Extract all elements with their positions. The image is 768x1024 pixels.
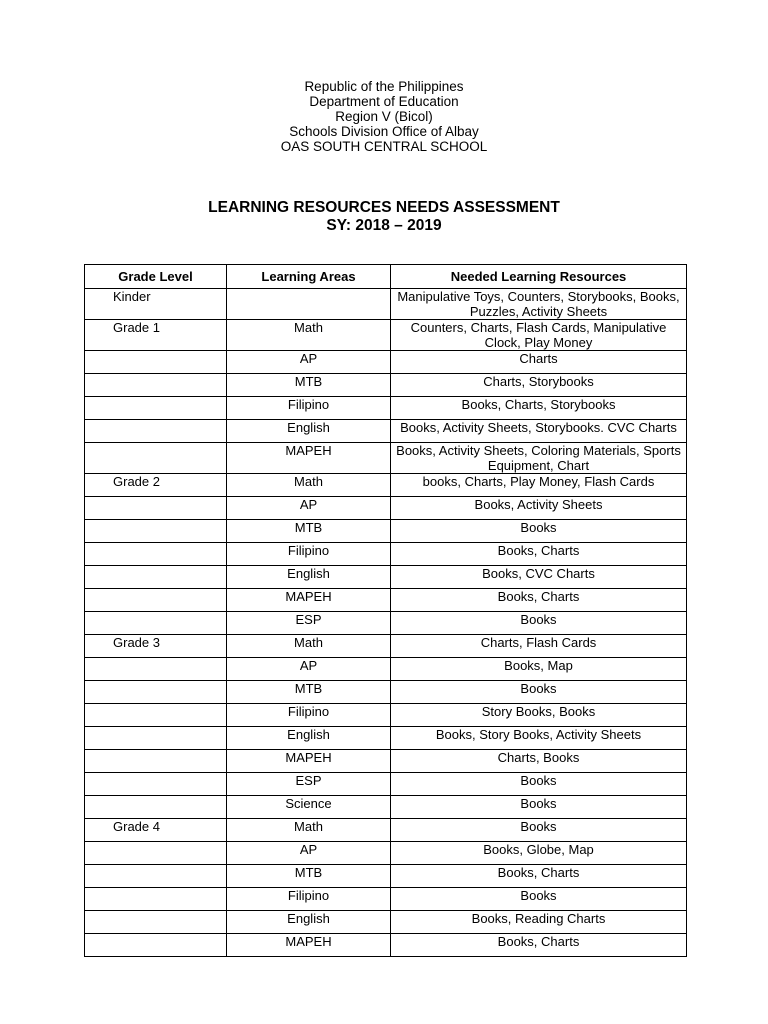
title-block (0, 199, 768, 235)
needed-resources-cell: Manipulative Toys, Counters, Storybooks, Books, Puzzles, Activity Sheets (391, 289, 687, 320)
learning-area-cell: MTB (227, 374, 391, 397)
grade-level-cell: Grade 1 (85, 320, 227, 351)
grade-level-cell (85, 543, 227, 566)
learning-area-cell: ESP (227, 612, 391, 635)
table-row (85, 543, 687, 566)
table-row (85, 474, 687, 497)
learning-area-cell: Filipino (227, 888, 391, 911)
letterhead-line: OAS SOUTH CENTRAL SCHOOL (280, 139, 488, 154)
table-row (85, 351, 687, 374)
table-row (85, 865, 687, 888)
column-header-grade-level: Grade Level (85, 265, 227, 289)
learning-area-cell: MAPEH (227, 750, 391, 773)
table-row (85, 773, 687, 796)
needed-resources-cell: books, Charts, Play Money, Flash Cards (391, 474, 687, 497)
grade-level-cell: Grade 3 (85, 635, 227, 658)
grade-level-cell (85, 351, 227, 374)
learning-area-cell: MAPEH (227, 934, 391, 957)
needed-resources-cell: Books (391, 888, 687, 911)
needed-resources-cell: Counters, Charts, Flash Cards, Manipulative Clock, Play Money (391, 320, 687, 351)
needed-resources-cell: Books (391, 819, 687, 842)
grade-level-cell: Grade 4 (85, 819, 227, 842)
learning-area-cell: MAPEH (227, 589, 391, 612)
grade-level-cell (85, 397, 227, 420)
letterhead (0, 79, 768, 154)
learning-area-cell: Math (227, 320, 391, 351)
needed-resources-cell: Books, Story Books, Activity Sheets (391, 727, 687, 750)
needed-resources-cell: Story Books, Books (391, 704, 687, 727)
needed-resources-cell: Books, CVC Charts (391, 566, 687, 589)
needed-resources-cell: Books, Charts (391, 589, 687, 612)
learning-area-cell: AP (227, 842, 391, 865)
needed-resources-cell: Books, Reading Charts (391, 911, 687, 934)
needed-resources-cell: Books, Globe, Map (391, 842, 687, 865)
grade-level-cell (85, 934, 227, 957)
needed-resources-cell: Books (391, 681, 687, 704)
table-row (85, 934, 687, 957)
column-header-needed-resources: Needed Learning Resources (391, 265, 687, 289)
grade-level-cell (85, 727, 227, 750)
learning-area-cell: MAPEH (227, 443, 391, 474)
table-row (85, 612, 687, 635)
learning-area-cell: Math (227, 474, 391, 497)
grade-level-cell (85, 750, 227, 773)
learning-area-cell: English (227, 727, 391, 750)
grade-level-cell (85, 681, 227, 704)
needed-resources-cell: Books (391, 773, 687, 796)
table-row (85, 289, 687, 320)
table-row (85, 796, 687, 819)
grade-level-cell: Grade 2 (85, 474, 227, 497)
learning-area-cell: English (227, 911, 391, 934)
needed-resources-cell: Charts (391, 351, 687, 374)
grade-level-cell (85, 888, 227, 911)
table-row (85, 681, 687, 704)
school-year: SY: 2018 – 2019 (326, 217, 442, 234)
letterhead-line: Department of Education (309, 94, 459, 109)
table-row (85, 443, 687, 474)
learning-area-cell: AP (227, 658, 391, 681)
table-row (85, 911, 687, 934)
needed-resources-cell: Books, Activity Sheets, Storybooks. CVC Charts (391, 420, 687, 443)
grade-level-cell (85, 420, 227, 443)
document-title: LEARNING RESOURCES NEEDS ASSESSMENT (208, 199, 560, 216)
grade-level-cell: Kinder (85, 289, 227, 320)
grade-level-cell (85, 443, 227, 474)
grade-level-cell (85, 497, 227, 520)
table-body (85, 289, 687, 957)
needs-table (84, 264, 687, 957)
learning-area-cell: MTB (227, 865, 391, 888)
learning-area-cell: MTB (227, 681, 391, 704)
grade-level-cell (85, 842, 227, 865)
needed-resources-cell: Charts, Flash Cards (391, 635, 687, 658)
grade-level-cell (85, 589, 227, 612)
table-row (85, 374, 687, 397)
table-row (85, 704, 687, 727)
grade-level-cell (85, 374, 227, 397)
learning-area-cell: Science (227, 796, 391, 819)
learning-area-cell: AP (227, 497, 391, 520)
needed-resources-cell: Books (391, 796, 687, 819)
letterhead-line: Schools Division Office of Albay (289, 124, 479, 139)
learning-area-cell: English (227, 566, 391, 589)
needed-resources-cell: Charts, Books (391, 750, 687, 773)
learning-area-cell: ESP (227, 773, 391, 796)
table-row (85, 497, 687, 520)
needed-resources-cell: Books, Charts (391, 865, 687, 888)
grade-level-cell (85, 865, 227, 888)
learning-area-cell: AP (227, 351, 391, 374)
table-row (85, 819, 687, 842)
needed-resources-cell: Books, Charts (391, 543, 687, 566)
letterhead-line: Region V (Bicol) (335, 109, 433, 124)
grade-level-cell (85, 796, 227, 819)
needed-resources-cell: Books (391, 520, 687, 543)
table-row (85, 888, 687, 911)
grade-level-cell (85, 704, 227, 727)
learning-area-cell: Filipino (227, 543, 391, 566)
learning-area-cell: Filipino (227, 704, 391, 727)
needed-resources-cell: Books, Activity Sheets (391, 497, 687, 520)
needed-resources-cell: Charts, Storybooks (391, 374, 687, 397)
learning-area-cell: Math (227, 819, 391, 842)
needed-resources-cell: Books (391, 612, 687, 635)
needed-resources-cell: Books, Charts, Storybooks (391, 397, 687, 420)
table-row (85, 397, 687, 420)
table-row (85, 750, 687, 773)
table-row (85, 842, 687, 865)
table-row (85, 727, 687, 750)
needed-resources-cell: Books, Activity Sheets, Coloring Materials, Sports Equipment, Chart (391, 443, 687, 474)
learning-area-cell: Filipino (227, 397, 391, 420)
learning-area-cell: English (227, 420, 391, 443)
grade-level-cell (85, 520, 227, 543)
needed-resources-cell: Books, Charts (391, 934, 687, 957)
grade-level-cell (85, 566, 227, 589)
learning-area-cell: Math (227, 635, 391, 658)
table-row (85, 320, 687, 351)
learning-area-cell (227, 289, 391, 320)
column-header-learning-areas: Learning Areas (227, 265, 391, 289)
table-row (85, 520, 687, 543)
letterhead-line: Republic of the Philippines (304, 79, 464, 94)
table-row (85, 566, 687, 589)
table-header-row (85, 265, 687, 289)
table-row (85, 658, 687, 681)
grade-level-cell (85, 911, 227, 934)
grade-level-cell (85, 658, 227, 681)
table-row (85, 589, 687, 612)
grade-level-cell (85, 612, 227, 635)
grade-level-cell (85, 773, 227, 796)
needed-resources-cell: Books, Map (391, 658, 687, 681)
table-row (85, 635, 687, 658)
table-row (85, 420, 687, 443)
learning-area-cell: MTB (227, 520, 391, 543)
